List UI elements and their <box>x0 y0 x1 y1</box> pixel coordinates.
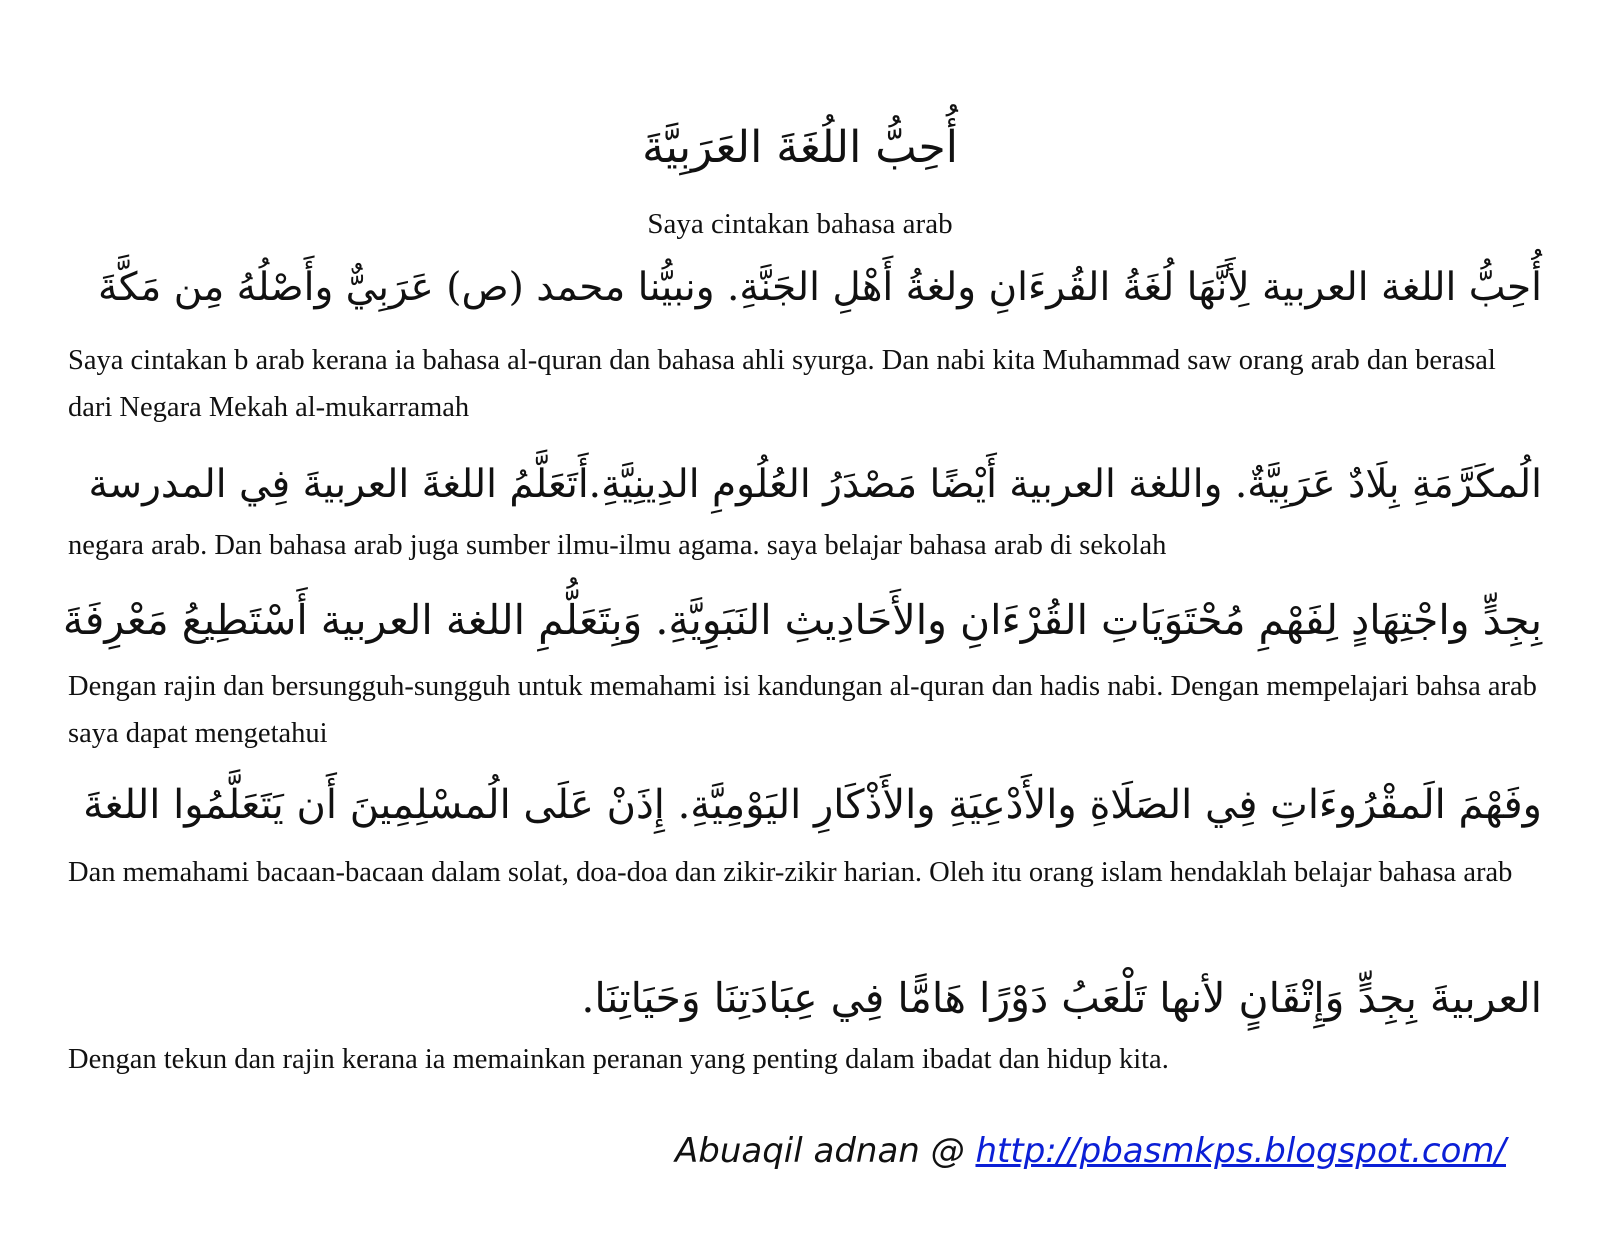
malay-translation-4: Dan memahami bacaan-bacaan dalam solat, doa-doa dan zikir-zikir harian. Oleh itu orang islam hendaklah belajar bahasa arab <box>68 857 1513 888</box>
malay-title: Saya cintakan bahasa arab <box>647 208 953 240</box>
blog-link[interactable]: http://pbasmkps.blogspot.com/ <box>975 1131 1506 1171</box>
arabic-paragraph-2: الُمكَرَّمَةِ بِلَادٌ عَرَبِيَّةٌ. واللغة العربية أَيْضًا مَصْدَرُ العُلُومِ الدِينِيَّةِ.أَتَعَلَّمُ اللغةَ العربيةَ فِي المدرسة <box>88 462 1542 507</box>
malay-translation-5: Dengan tekun dan rajin kerana ia memainkan peranan yang penting dalam ibadat dan hidup kita. <box>68 1044 1169 1075</box>
arabic-paragraph-1: أُحِبُّ اللغة العربية لِأَنَّهَا لُغَةُ القُرءَانِ ولغةُ أَهْلِ الجَنَّةِ. ونبيُّنا محمد (ص) عَرَبِيٌّ وأَصْلُهُ مِن مَكَّةَ <box>97 265 1542 310</box>
malay-translation-3: Dengan rajin dan bersungguh-sungguh untuk memahami isi kandungan al-quran dan hadis nabi. Dengan mempelajari bahsa arab saya dapat mengetahui <box>68 671 1537 749</box>
arabic-title: أُحِبُّ اللُغَةَ العَرَبِيَّةَ <box>642 122 958 173</box>
author-credit <box>675 1128 1506 1174</box>
arabic-paragraph-4: وفَهْمَ الَمقْرُوءَاتِ فِي الصَلَاةِ والأَدْعِيَةِ والأَذْكَارِ اليَوْمِيَّةِ. إِذَنْ عَلَى الُمسْلِمِينَ أَن يَتَعَلَّمُوا اللغةَ <box>83 782 1542 828</box>
malay-translation-1: Saya cintakan b arab kerana ia bahasa al-quran dan bahasa ahli syurga. Dan nabi kita Muhammad saw orang arab dan berasal dari Negara Mekah al-mukarramah <box>68 345 1496 423</box>
arabic-paragraph-5: العربيةَ بِجِدٍّ وَإِتْقَانٍ لأنها تَلْعَبُ دَوْرًا هَامًّا فِي عِبَادَتِنَا وَحَيَاتِنَا. <box>581 974 1542 1022</box>
malay-translation-2: negara arab. Dan bahasa arab juga sumber ilmu-ilmu agama. saya belajar bahasa arab di sekolah <box>68 530 1167 561</box>
arabic-paragraph-3: بِجِدٍّ واجْتِهَادٍ لِفَهْمِ مُحْتَوَيَاتِ القُرْءَانِ والأَحَادِيثِ النَبَوِيَّةِ. وَبِتَعَلُّمِ اللغة العربية أَسْتَطِيعُ مَعْرِفَةَ <box>62 596 1542 644</box>
author-name: Abuaqil adnan @ <box>675 1131 976 1171</box>
